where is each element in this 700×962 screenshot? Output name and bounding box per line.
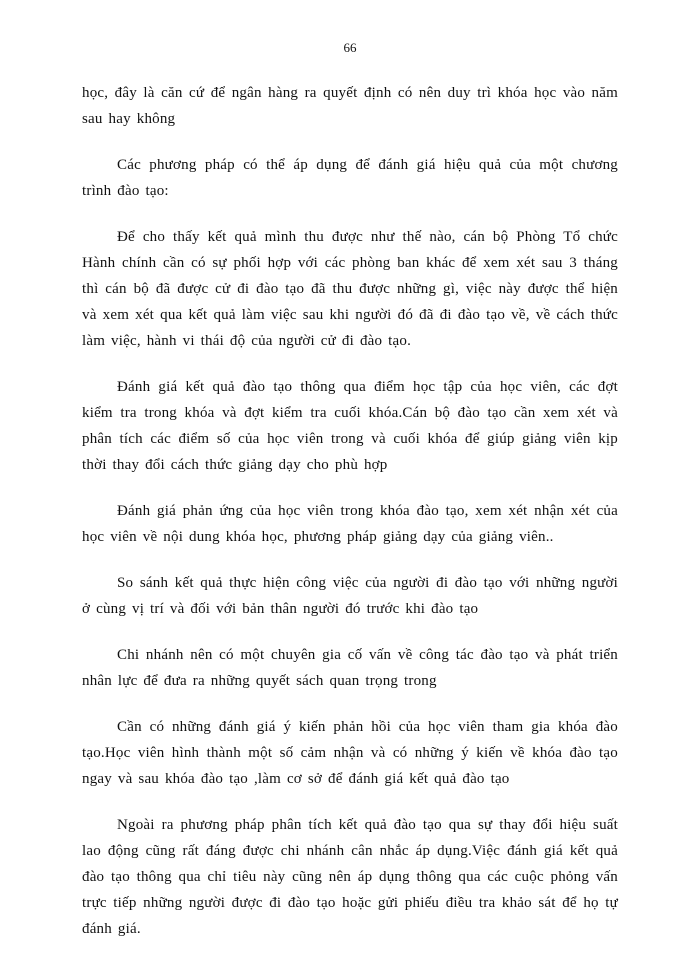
paragraph-feedback: Cần có những đánh giá ý kiến phản hồi của học viên tham gia khóa đào tạo.Học viên hình thành một số cảm nhận và có những ý kiến về khóa đào tạo ngay và sau khóa đào tạo ,làm cơ sở để đánh giá kết quả đào tạo: [82, 719, 618, 787]
paragraph-comparison: So sánh kết quả thực hiện công việc của người đi đào tạo với những người ở cùng vị trí và đối với bản thân người đó trước khi đào tạo: [82, 575, 618, 617]
paragraph-methods-intro: Các phương pháp có thể áp dụng để đánh giá hiệu quả của một chương trình đào tạo:: [82, 157, 618, 199]
paragraph-reaction: Đánh giá phản ứng của học viên trong khóa đào tạo, xem xét nhận xét của học viên về nội dung khóa học, phương pháp giảng dạy của giảng viên..: [82, 503, 618, 545]
paragraph-consultant: Chi nhánh nên có một chuyên gia cố vấn về công tác đào tạo và phát triển nhân lực để đưa ra những quyết sách quan trọng trong: [82, 647, 618, 689]
page-number: 66: [343, 40, 357, 55]
paragraph-continuation: học, đây là căn cứ để ngân hàng ra quyết định có nên duy trì khóa học vào năm sau hay không: [82, 85, 618, 127]
paragraph-test-scores: Đánh giá kết quả đào tạo thông qua điểm học tập của học viên, các đợt kiểm tra trong khóa và đợt kiểm tra cuối khóa.Cán bộ đào tạo cần xem xét và phân tích các điểm số của học viên trong và cuối khóa để giúp giảng viên kịp thời thay đổi cách thức giảng dạy cho phù hợp: [82, 379, 618, 473]
paragraph-productivity: Ngoài ra phương pháp phân tích kết quả đào tạo qua sự thay đổi hiệu suất lao động cũng rất đáng được chi nhánh cân nhắc áp dụng.Việc đánh giá kết quả đào tạo thông qua chỉ tiêu này cũng nên áp dụng thông qua các cuộc phỏng vấn trực tiếp những người được đi đào tạo hoặc gửi phiếu điều tra khảo sát để họ tự đánh giá.: [82, 817, 618, 937]
paragraph-coordination: Để cho thấy kết quả mình thu được như thế nào, cán bộ Phòng Tổ chức Hành chính cần có sự phối hợp với các phòng ban khác để xem xét sau 3 tháng thì cán bộ đã được cử đi đào tạo đã thu được những gì, việc này được thể hiện và xem xét qua kết quả làm việc sau khi người đó đã đi đào tạo về, về cách thức làm việc, hành vi thái độ của người cử đi đào tạo.: [82, 229, 618, 349]
document-body: [82, 80, 618, 962]
